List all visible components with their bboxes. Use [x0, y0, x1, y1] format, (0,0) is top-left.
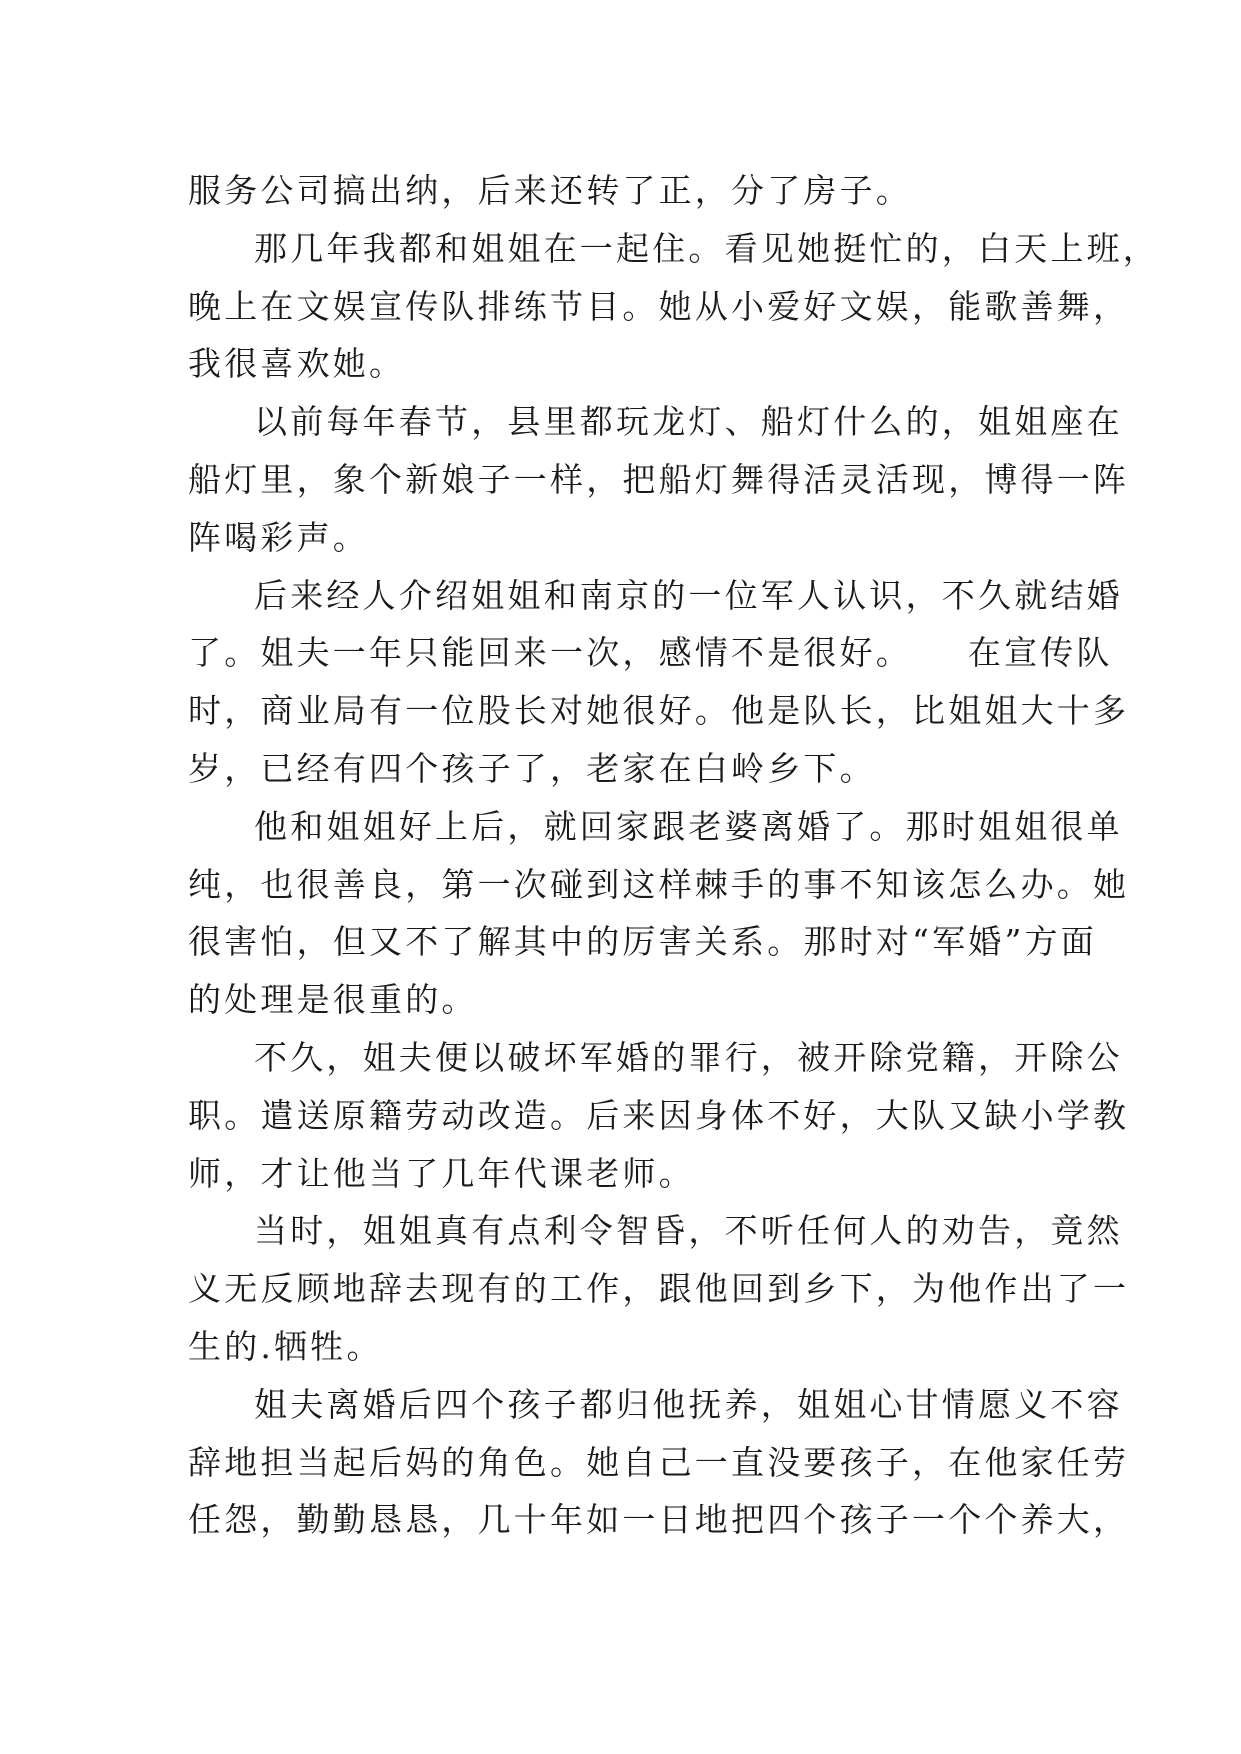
text-line: 船灯里，象个新娘子一样，把船灯舞得活灵活现，博得一阵 [188, 459, 1130, 499]
text-line: 任怨，勤勤恳恳，几十年如一日地把四个孩子一个个养大， [188, 1500, 1130, 1540]
text-line: 以前每年春节，县里都玩龙灯、船灯什么的，姐姐座在 [254, 402, 1123, 442]
text-line: 辞地担当起后妈的角色。她自己一直没要孩子，在他家任劳 [188, 1442, 1130, 1482]
text-line: 服务公司搞出纳，后来还转了正，分了房子。 [188, 171, 912, 210]
text-line: 生的.牺牲。 [188, 1326, 383, 1366]
text-line: 当时，姐姐真有点利令智昏，不听任何人的劝告，竟然 [254, 1211, 1123, 1251]
text-line: 义无反顾地辞去现有的工作，跟他回到乡下，为他作出了一 [188, 1269, 1130, 1309]
body-text [188, 162, 1159, 1549]
text-line: 很害怕，但又不了解其中的厉害关系。那时对“军婚”方面 [188, 922, 1097, 962]
text-line: 纯，也很善良，第一次碰到这样棘手的事不知该怎么办。她 [188, 864, 1130, 904]
text-line: 晚上在文娱宣传队排练节目。她从小爱好文娱，能歌善舞， [188, 286, 1130, 326]
text-line: 岁，已经有四个孩子了，老家在白岭乡下。 [188, 748, 876, 788]
text-line: 的处理是很重的。 [188, 980, 478, 1020]
text-line: 那几年我都和姐姐在一起住。看见她挺忙的，白天上班， [254, 228, 1159, 268]
text-line: 阵喝彩声。 [188, 517, 369, 557]
text-line: 职。遣送原籍劳动改造。后来因身体不好，大队又缺小学教 [188, 1095, 1130, 1135]
text-line: 时，商业局有一位股长对她很好。他是队长，比姐姐大十多 [188, 691, 1130, 731]
text-line: 了。姐夫一年只能回来一次，感情不是很好。 在宣传队 [188, 633, 1113, 673]
text-line: 姐夫离婚后四个孩子都归他抚养，姐姐心甘情愿义不容 [254, 1384, 1123, 1424]
text-line: 不久，姐夫便以破坏军婚的罪行，被开除党籍，开除公 [254, 1037, 1123, 1077]
text-line: 他和姐姐好上后，就回家跟老婆离婚了。那时姐姐很单 [254, 806, 1123, 846]
text-line: 后来经人介绍姐姐和南京的一位军人认识，不久就结婚 [254, 575, 1123, 615]
text-line: 师，才让他当了几年代课老师。 [188, 1153, 695, 1193]
text-line: 我很喜欢她。 [188, 344, 406, 384]
